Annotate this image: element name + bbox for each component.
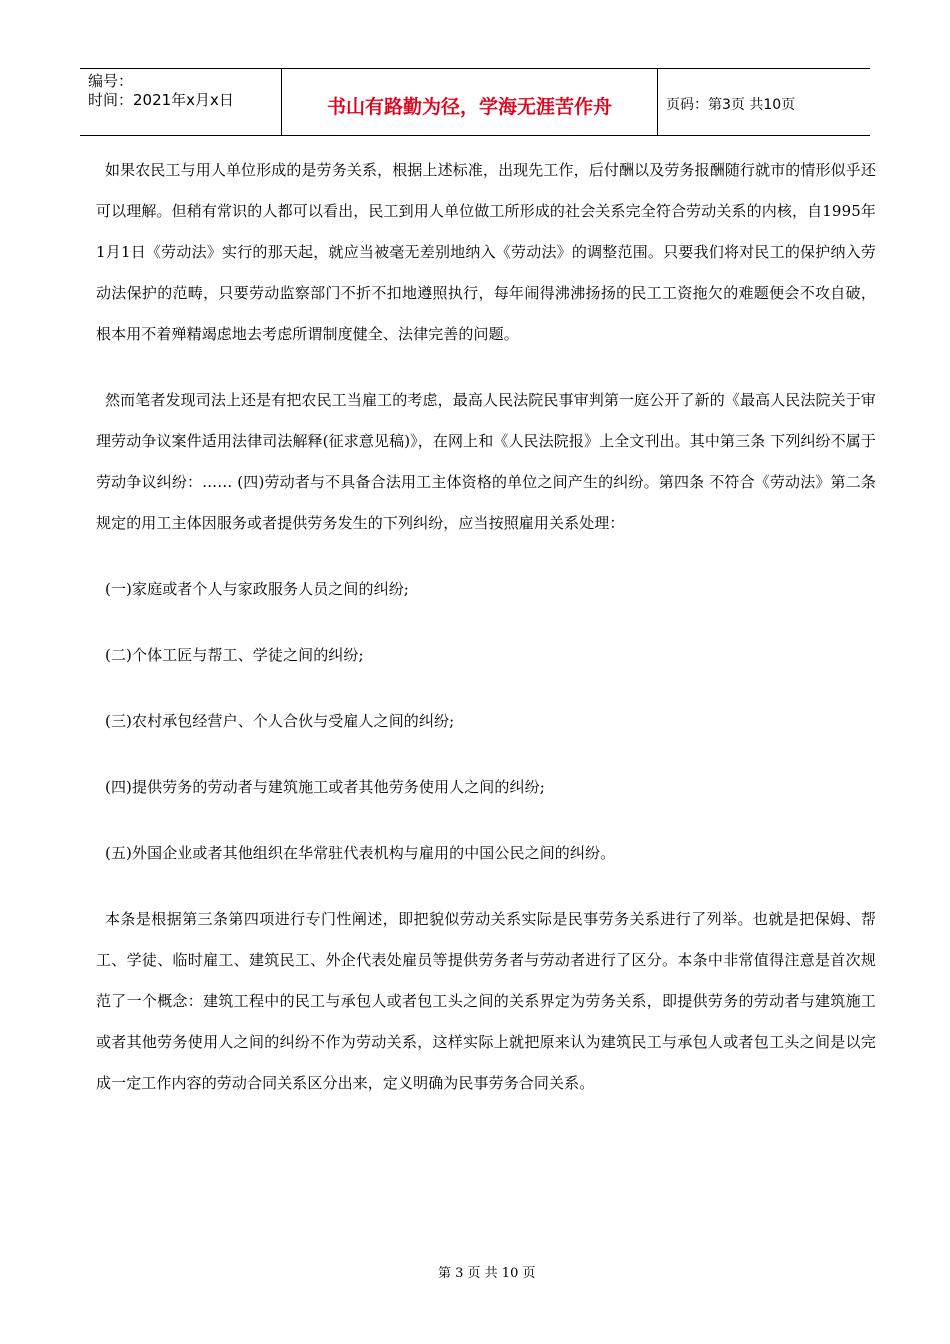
list-item: (五)外国企业或者其他组织在华常驻代表机构与雇用的中国公民之间的纠纷。: [105, 844, 616, 862]
list-item: (三)农村承包经营户、个人合伙与受雇人之间的纠纷;: [105, 712, 455, 730]
paragraph: 如果农民工与用人单位形成的是劳务关系，根据上述标准，出现先工作，后付酬以及劳务报酬随行就市的情形似乎还可以理解。但稍有常识的人都可以看出，民工到用人单位做工所形成的社会关系完全符合劳动关系的内核，自1995年1月1日《劳动法》实行的那天起，就应当被毫无差别地纳入《劳动法》的调整范围。只要我们将对民工的保护纳入劳动法保护的范畴，只要劳动监察部门不折不扣地遵照执行，每年闹得沸沸扬扬的民工工资拖欠的难题便会不攻自破，根本用不着殚精竭虑地去考虑所谓制度健全、法律完善的问题。: [96, 161, 876, 343]
list-item: (一)家庭或者个人与家政服务人员之间的纠纷;: [105, 580, 409, 598]
list-item: (四)提供劳务的劳动者与建筑施工或者其他劳务使用人之间的纠纷;: [105, 778, 545, 796]
header-page-label: 页码：第3页 共10页: [666, 97, 796, 113]
header-meta: [80, 69, 282, 135]
paragraph: 本条是根据第三条第四项进行专门性阐述，即把貌似劳动关系实际是民事劳务关系进行了列举。也就是把保姆、帮工、学徒、临时雇工、建筑民工、外企代表处雇员等提供劳务者与劳动者进行了区分。本条中非常值得注意是首次规范了一个概念：建筑工程中的民工与承包人或者包工头之间的关系界定为劳务关系，即提供劳务的劳动者与建筑施工或者其他劳务使用人之间的纠纷不作为劳动关系，这样实际上就把原来认为建筑民工与承包人或者包工头之间是以完成一定工作内容的劳动合同关系区分出来，定义明确为民事劳务合同关系。: [96, 910, 876, 1092]
number-label: 编号：: [88, 72, 134, 90]
document-body: [96, 150, 876, 1104]
header-motto: 书山有路勤为径，学海无涯苦作舟: [282, 69, 658, 135]
page-footer: 第 3 页 共 10 页: [438, 1266, 536, 1281]
paragraph: 然而笔者发现司法上还是有把农民工当雇工的考虑，最高人民法院民事审判第一庭公开了新的《最高人民法院关于审理劳动争议案件适用法律司法解释(征求意见稿)》，在网上和《人民法院报》上全文刊出。其中第三条 下列纠纷不属于劳动争议纠纷：…… (四)劳动者与不具备合法用工主体资格的单位之间产生的纠纷。第四条 不符合《劳动法》第二条规定的用工主体因服务或者提供劳务发生的下列纠纷，应当按照雇用关系处理：: [96, 391, 876, 532]
time-label: 时间：2021年x月x日: [88, 91, 234, 109]
list-item: (二)个体工匠与帮工、学徒之间的纠纷;: [105, 646, 364, 664]
page-header: [80, 68, 870, 136]
